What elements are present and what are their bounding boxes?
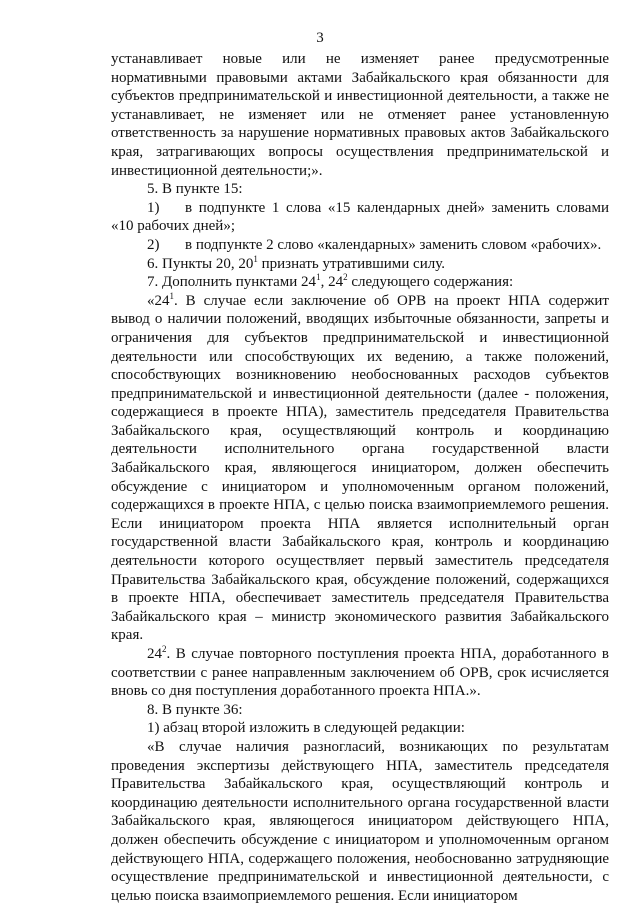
item-7-text-c: следующего содержания: (347, 274, 514, 291)
item-6-text-b: признать утратившими силу. (257, 255, 445, 272)
paragraph-continuation: устанавливает новые или не изменяет ранее предусмотренные нормативными правовыми актами Забайкальского края обязанности для субъектов предпринимательской и инвестиционной деятельности, а также не устанавливает, не изменяет или не отменяет ранее установленную ответственность за нарушение нормативных правовых актов Забайкальского края, затрагивающих вопросы осуществления предпринимательской и инвестиционной деятельности;». (111, 51, 609, 179)
paragraph-quote-disagreements: «В случае наличия разногласий, возникающих по результатам проведения экспертизы действующего НПА, заместитель председателя Правительства Забайкальского края, осуществляющий контроль и координацию деятельности исполнительного органа государственной власти Забайкальского края, являющегося инициатором действующего НПА, должен обеспечить обсуждение с инициатором и уполномоченным органом действующего НПА, содержащего положения, необоснованно затрудняющие осуществление предпринимательской и инвестиционной деятельности, с целью поиска взаимоприемлемого решения. Если инициатором (111, 738, 609, 904)
item-7-superscript-1: 1 (316, 272, 321, 283)
item-7-text-b: , 24 (320, 274, 344, 291)
document-body (111, 50, 609, 905)
page-number: 3 (316, 30, 324, 46)
paragraph-24-2 (111, 645, 609, 701)
subitem-2-number: 2) (147, 236, 160, 253)
item-6-superscript: 1 (253, 253, 258, 264)
para-24-1-text-a: «24 (147, 292, 170, 309)
item-7-superscript-2: 2 (343, 272, 348, 283)
subitem-8-1: 1) абзац второй изложить в следующей редакции: (147, 720, 465, 737)
paragraph-item-6 (111, 255, 609, 274)
item-6-text-a: 6. Пункты 20, 20 (147, 255, 254, 272)
para-24-2-text-a: 24 (147, 646, 162, 662)
subitem-1-text: в подпункте 1 слова «15 календарных дней» заменить словами «10 рабочих дней»; (111, 199, 609, 235)
paragraph-item-5: 5. В пункте 15: (147, 181, 243, 198)
para-24-1-superscript: 1 (169, 290, 174, 301)
subitem-2 (111, 236, 609, 255)
para-24-2-text-b: . В случае повторного поступления проекта НПА, доработанного в соответствии с ранее направленным заключением об ОРВ, срок исчисляется вновь со дня поступления доработанного проекта НПА.». (111, 646, 609, 700)
paragraph-item-7 (111, 273, 609, 292)
subitem-2-text: в подпункте 2 слово «календарных» заменить словом «рабочих». (185, 236, 602, 253)
paragraph-item-8: 8. В пункте 36: (147, 701, 243, 718)
subitem-1-number: 1) (147, 199, 160, 216)
paragraph-24-1 (111, 292, 609, 645)
subitem-1 (111, 199, 609, 236)
para-24-2-superscript: 2 (162, 644, 167, 654)
para-24-1-text-b: . В случае если заключение об ОРВ на проект НПА содержит вывод о наличии положений, вводящих избыточные обязанности, запреты и ограничения для субъектов предпринимательской и инвестиционной деятельности или способствующих их ведению, а также положений, способствующих возникновению необоснованных расходов субъектов предпринимательской и инвестиционной деятельности (далее - положения, содержащиеся в проекте НПА), заместитель председателя Правительства Забайкальского края, осуществляющий контроль и координацию деятельности исполнительного органа государственной власти Забайкальского края, являющегося инициатором, должен обеспечить обсуждение с инициатором и уполномоченным органом положений, содержащихся в проекте НПА, с целью поиска взаимоприемлемого решения. Если инициатором проекта НПА является исполнительный орган государственной власти Забайкальского края, контроль и координацию деятельности которого осуществляет первый заместитель председателя Правительства Забайкальского края, обсуждение положений, содержащихся в проекте НПА, обеспечивает заместитель председателя Правительства Забайкальского края – министр экономического развития Забайкальского края. (111, 292, 609, 644)
item-7-text-a: 7. Дополнить пунктами 24 (147, 274, 317, 291)
